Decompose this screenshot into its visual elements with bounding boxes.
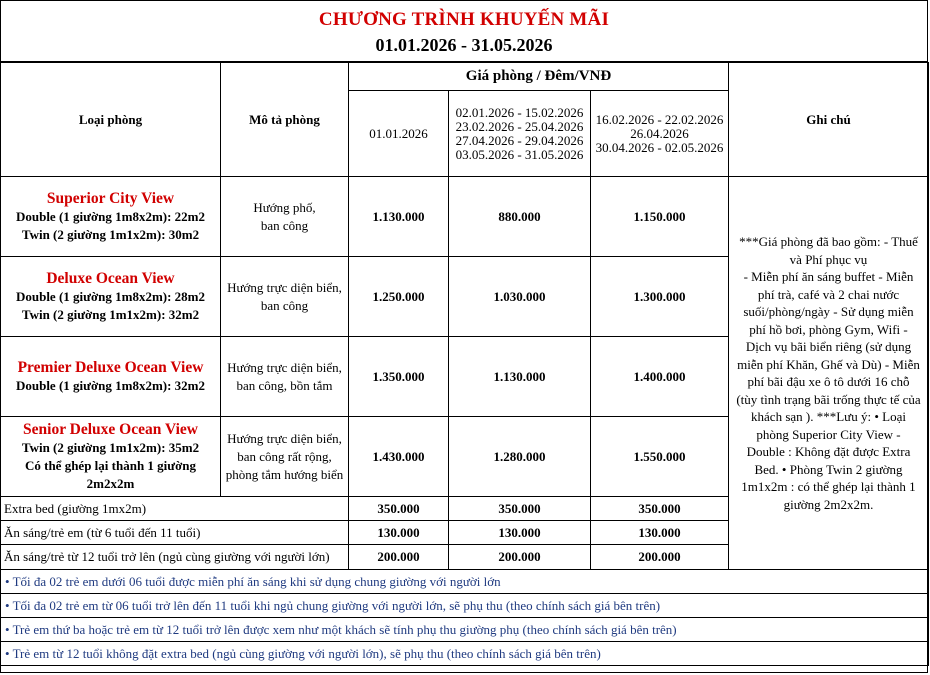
footnote: • Trẻ em từ 12 tuổi không đặt extra bed (ngủ cùng giường với người lớn), sẽ phụ thu (theo chính sách giá bên trên) <box>1 642 929 666</box>
price-cell: 1.280.000 <box>449 417 591 497</box>
header-notes: Ghi chú <box>729 63 929 177</box>
price-cell: 130.000 <box>349 521 449 545</box>
table-row <box>1 594 929 618</box>
table-row <box>1 618 929 642</box>
price-cell: 1.350.000 <box>349 337 449 417</box>
room-name: Premier Deluxe Ocean View <box>17 358 204 376</box>
price-cell: 1.550.000 <box>591 417 729 497</box>
price-cell: 880.000 <box>449 177 591 257</box>
price-cell: 1.150.000 <box>591 177 729 257</box>
room-name: Senior Deluxe Ocean View <box>23 420 198 438</box>
price-cell: 200.000 <box>349 545 449 570</box>
notes-cell: ***Giá phòng đã bao gồm: - Thuế và Phí phục vụ - Miễn phí ăn sáng buffet - Miễn phí trà, café và 2 chai nước suối/phòng/ngày - Sử dụng miễn phí hồ bơi, phòng Gym, Wifi - Dịch vụ bãi biển riêng (sử dụng miễn phí Khăn, Ghế và Dù) - Miễn phí bãi đậu xe ô tô dưới 16 chỗ (tùy tình trạng bãi trống thực tế của khách sạn ). ***Lưu ý: • Loại phòng Superior City View - Double : Không đặt được Extra Bed. • Phòng Twin 2 giường 1m1x2m : có thể ghép lại thành 1 giường 2m2x2m. <box>729 177 929 570</box>
price-cell: 1.300.000 <box>591 257 729 337</box>
room-name: Superior City View <box>46 189 175 207</box>
footnote: • Tối đa 02 trẻ em từ 06 tuổi trở lên đến 11 tuổi khi ngủ chung giường với người lớn, sẽ phụ thu (theo chính sách giá bên trên) <box>1 594 929 618</box>
room-description: Hướng phố, ban công <box>221 177 349 257</box>
price-cell: 1.250.000 <box>349 257 449 337</box>
promotion-title: CHƯƠNG TRÌNH KHUYẾN MÃI <box>318 9 610 30</box>
header-description: Mô tả phòng <box>221 63 349 177</box>
price-cell: 1.400.000 <box>591 337 729 417</box>
room-type-cell: Superior City View Double (1 giường 1m8x2m): 22m2 Twin (2 giường 1m1x2m): 30m2 <box>1 177 221 257</box>
header-period-3: 16.02.2026 - 22.02.2026 26.04.2026 30.04.2026 - 02.05.2026 <box>591 91 729 177</box>
extra-label: Ăn sáng/trẻ từ 12 tuổi trở lên (ngủ cùng giường với người lớn) <box>1 545 349 570</box>
price-cell: 200.000 <box>591 545 729 570</box>
room-name: Deluxe Ocean View <box>46 269 175 287</box>
price-cell: 1.130.000 <box>449 337 591 417</box>
price-cell: 1.430.000 <box>349 417 449 497</box>
price-cell: 130.000 <box>591 521 729 545</box>
header-room-type: Loại phòng <box>1 63 221 177</box>
price-cell: 350.000 <box>591 497 729 521</box>
room-description: Hướng trực diện biển, ban công, bồn tắm <box>221 337 349 417</box>
extra-label: Ăn sáng/trẻ em (từ 6 tuổi đến 11 tuổi) <box>1 521 349 545</box>
price-cell: 130.000 <box>449 521 591 545</box>
promotion-period: 01.01.2026 - 31.05.2026 <box>375 35 553 55</box>
price-cell: 350.000 <box>449 497 591 521</box>
price-cell: 350.000 <box>349 497 449 521</box>
price-cell: 200.000 <box>449 545 591 570</box>
table-row <box>1 570 929 594</box>
room-description: Hướng trực diện biển, ban công <box>221 257 349 337</box>
header-period-2: 02.01.2026 - 15.02.2026 23.02.2026 - 25.04.2026 27.04.2026 - 29.04.2026 03.05.2026 - 31.05.2026 <box>449 91 591 177</box>
price-table <box>0 62 929 666</box>
header-period-1: 01.01.2026 <box>349 91 449 177</box>
room-type-cell: Deluxe Ocean View Double (1 giường 1m8x2m): 28m2 Twin (2 giường 1m1x2m): 32m2 <box>1 257 221 337</box>
table-row <box>1 642 929 666</box>
table-row <box>1 177 929 257</box>
footnote: • Trẻ em thứ ba hoặc trẻ em từ 12 tuổi trở lên được xem như một khách sẽ tính phụ thu giường phụ (theo chính sách giá bên trên) <box>1 618 929 642</box>
room-type-cell: Senior Deluxe Ocean View Twin (2 giường 1m1x2m): 35m2 Có thể ghép lại thành 1 giường 2m2x2m <box>1 417 221 497</box>
title-block <box>1 1 927 62</box>
room-type-cell: Premier Deluxe Ocean View Double (1 giường 1m8x2m): 32m2 <box>1 337 221 417</box>
price-cell: 1.030.000 <box>449 257 591 337</box>
footnote: • Tối đa 02 trẻ em dưới 06 tuổi được miễn phí ăn sáng khi sử dụng chung giường với người lớn <box>1 570 929 594</box>
header-price-group: Giá phòng / Đêm/VNĐ <box>349 63 729 91</box>
price-cell: 1.130.000 <box>349 177 449 257</box>
room-description: Hướng trực diện biển, ban công rất rộng, phòng tắm hướng biển <box>221 417 349 497</box>
extra-label: Extra bed (giường 1mx2m) <box>1 497 349 521</box>
